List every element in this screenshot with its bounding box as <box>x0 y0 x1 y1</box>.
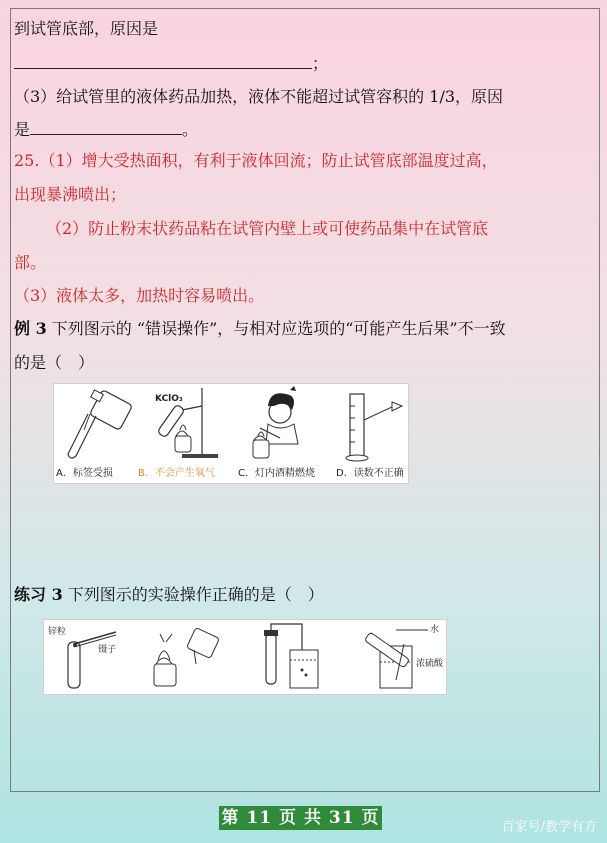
practice-3-figure <box>43 619 447 695</box>
answer-25-part2: （2）防止粉末状药品粘在试管内壁上或可使药品集中在试管底 <box>46 219 489 238</box>
svg-text:浓硫酸: 浓硫酸 <box>416 659 444 669</box>
lamp-and-pouring-illustration <box>154 628 219 686</box>
example-3-label: 例 3 <box>14 319 47 338</box>
pouring-liquid-illustration <box>68 390 133 458</box>
example-3-question-cont: 的是（ ） <box>14 353 95 372</box>
answer-blank <box>14 52 312 69</box>
text-line-2 <box>14 52 328 75</box>
answer-25-part1-cont: 出现暴沸喷出； <box>14 185 127 204</box>
gas-collection-illustration <box>264 624 318 688</box>
svg-text:镊子: 镊子 <box>98 645 117 655</box>
line-2-end: ； <box>312 54 329 73</box>
example-3-figure <box>53 383 409 484</box>
heating-kclo3-illustration <box>155 388 218 458</box>
figure-caption-a: A．标签受损 <box>56 468 113 479</box>
zinc-tweezers-illustration <box>48 625 116 688</box>
practice-3-illustrations <box>44 620 446 694</box>
practice-3-text: 下列图示的实验操作正确的是（ ） <box>62 585 324 604</box>
text-line-4 <box>14 118 198 141</box>
lighting-lamp-illustration <box>253 386 298 458</box>
practice-3-label: 练习 3 <box>14 585 63 604</box>
svg-text:锌粒: 锌粒 <box>48 627 67 637</box>
example-3-illustrations <box>54 384 408 464</box>
page-number-footer: 第 11 页 共 31 页 <box>219 806 382 830</box>
example-3-text: 下列图示的 “错误操作”，与相对应选项的“可能产生后果”不一致 <box>46 319 506 338</box>
figure-caption-b: B．不会产生氧气 <box>138 468 215 479</box>
svg-text:KClO₃: KClO₃ <box>155 394 183 404</box>
dilute-acid-illustration <box>364 623 444 688</box>
answer-blank <box>30 118 182 135</box>
watermark-text: 百家号/教学有方 <box>501 820 597 835</box>
example-3-question <box>14 318 506 340</box>
figure-caption-d: D．读数不正确 <box>336 468 404 479</box>
line-4-end: 。 <box>182 120 199 139</box>
text-line-1: 到试管底部，原因是 <box>14 19 159 38</box>
reading-cylinder-illustration <box>346 394 402 461</box>
answer-25-part2-cont: 部。 <box>14 253 47 272</box>
text-line-3: （3）给试管里的液体药品加热，液体不能超过试管容积的 1/3，原因 <box>14 87 504 106</box>
answer-25-part1: 25.（1）增大受热面积，有利于液体回流；防止试管底部温度过高， <box>14 151 498 170</box>
figure-caption-c: C．灯内酒精燃烧 <box>238 468 315 479</box>
practice-3-question <box>14 584 324 606</box>
line-4-start: 是 <box>14 120 31 139</box>
answer-25-part3: （3）液体太多，加热时容易喷出。 <box>14 286 265 305</box>
svg-text:水: 水 <box>430 625 440 635</box>
